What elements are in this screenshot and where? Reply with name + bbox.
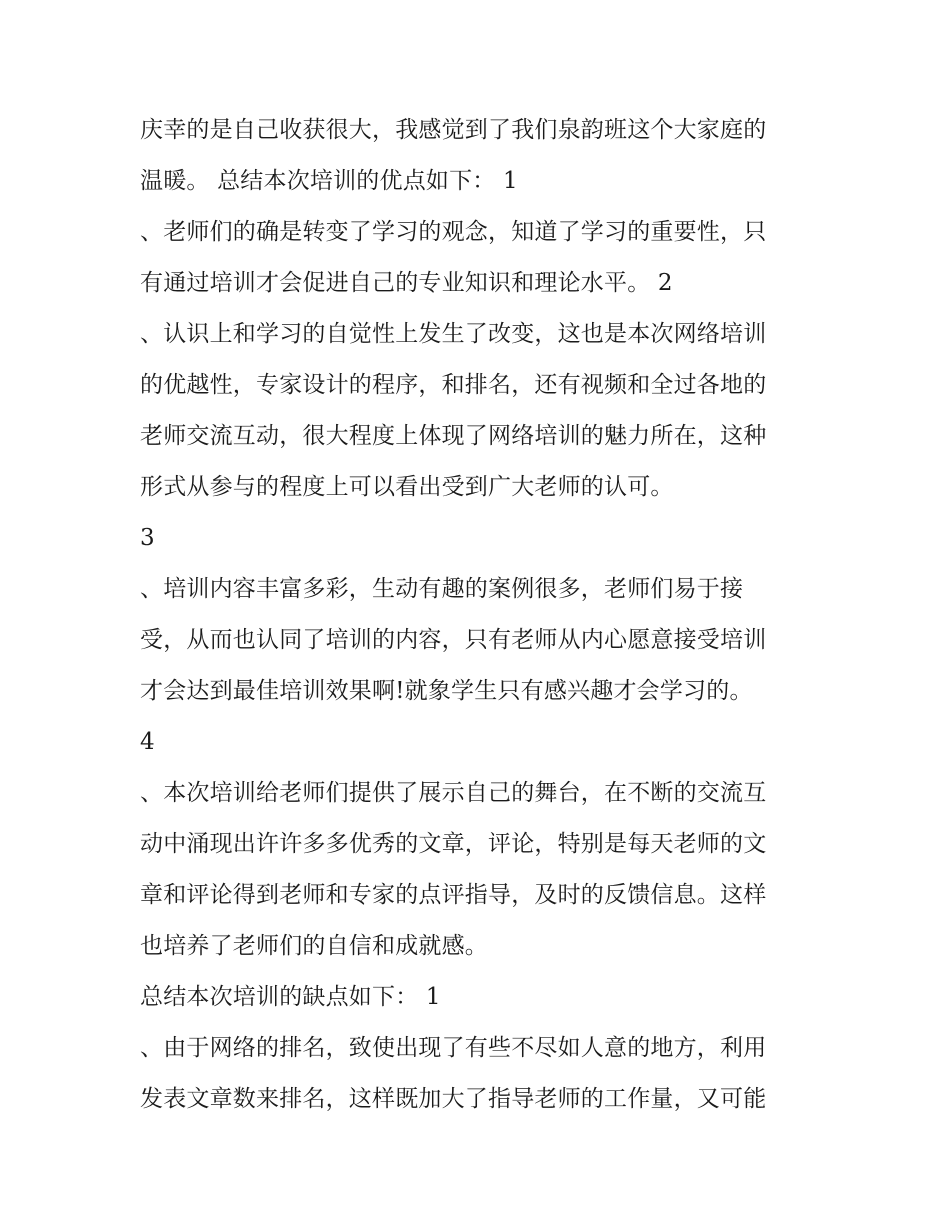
text-line: 发表文章数来排名，这样既加大了指导老师的工作量，又可能 (140, 1086, 767, 1112)
text-line: 、老师们的确是转变了学习的观念，知道了学习的重要性，只 (140, 219, 767, 245)
text-line: 也培养了老师们的自信和成就感。 (140, 933, 488, 959)
text-line: 温暖。 总结本次培训的优点如下： 1 (140, 168, 518, 194)
text-line: 受，从而也认同了培训的内容，只有老师从内心愿意接受培训 (140, 627, 767, 653)
body-text (140, 105, 820, 1125)
text-line: 章和评论得到老师和专家的点评指导，及时的反馈信息。这样 (140, 882, 767, 908)
text-line: 才会达到最佳培训效果啊!就象学生只有感兴趣才会学习的。 (140, 678, 753, 704)
text-line: 动中涌现出许许多多优秀的文章，评论，特别是每天老师的文 (140, 831, 767, 857)
text-line: 总结本次培训的缺点如下： 1 (140, 984, 441, 1010)
text-line: 、培训内容丰富多彩，生动有趣的案例很多，老师们易于接 (140, 576, 744, 602)
text-line: 庆幸的是自己收获很大，我感觉到了我们泉韵班这个大家庭的 (140, 117, 767, 143)
text-line: 3 (140, 525, 155, 551)
text-line: 4 (140, 729, 155, 755)
text-line: 有通过培训才会促进自己的专业知识和理论水平。 2 (140, 270, 673, 296)
text-line: 、认识上和学习的自觉性上发生了改变，这也是本次网络培训 (140, 321, 767, 347)
text-line: 老师交流互动，很大程度上体现了网络培训的魅力所在，这种 (140, 423, 767, 449)
text-line: 、本次培训给老师们提供了展示自己的舞台，在不断的交流互 (140, 780, 767, 806)
text-line: 的优越性，专家设计的程序，和排名，还有视频和全过各地的 (140, 372, 767, 398)
text-line: 、由于网络的排名，致使出现了有些不尽如人意的地方，利用 (140, 1035, 767, 1061)
text-line: 形式从参与的程度上可以看出受到广大老师的认可。 (140, 474, 674, 500)
